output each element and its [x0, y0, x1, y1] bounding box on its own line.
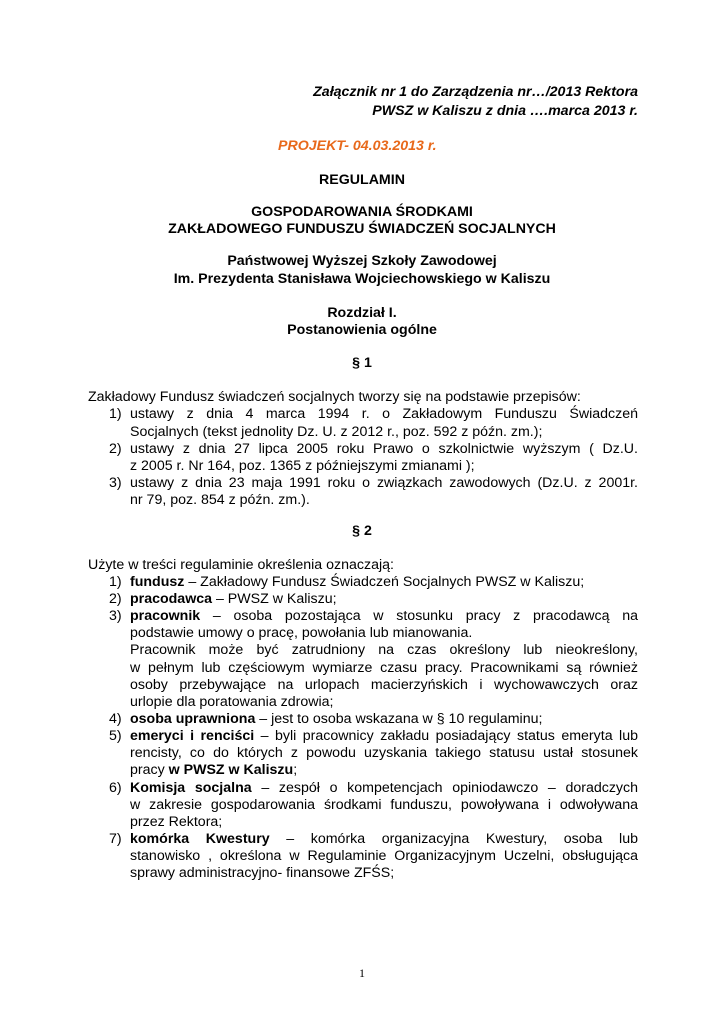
s2-item-3-text-1: – osoba pozostająca w stosunku pracy z pracodawcą na: [200, 608, 638, 624]
s2-item-4-text: – jest to osoba wskazana w § 10 regulaminu;: [255, 711, 543, 727]
term-komorka-kwestury: komórka Kwestury: [130, 831, 270, 847]
s2-item-6-line-3: przez Rektora;: [130, 814, 223, 830]
s2-item-7-line-3: sprawy administracyjno- finansowe ZFŚS;: [130, 865, 395, 881]
s2-item-6-line-1: [130, 780, 638, 796]
s2-item-5-number: 5): [109, 728, 122, 744]
s1-item-1-number: 1): [109, 406, 122, 422]
title-line-2: ZAKŁADOWEGO FUNDUSZU ŚWIADCZEŃ SOCJALNYCH: [168, 221, 556, 237]
term-komisja-socjalna: Komisja socjalna: [130, 780, 252, 796]
s1-item-2-line-1: ustawy z dnia 27 lipca 2005 roku Prawo o szkolnictwie wyższym ( Dz.U.: [130, 441, 638, 457]
attachment-line-1: Załącznik nr 1 do Zarządzenia nr…/2013 Rektora: [313, 84, 638, 100]
s2-item-1: [130, 574, 638, 590]
s2-item-7-line-1: [130, 831, 638, 847]
title-line-1: GOSPODAROWANIA ŚRODKAMI: [251, 204, 473, 220]
s2-item-2-text: – PWSZ w Kaliszu;: [212, 591, 337, 607]
s2-item-2-number: 2): [109, 591, 122, 607]
s2-item-5-text-3a: pracy: [130, 762, 169, 778]
page-number: 1: [359, 966, 365, 980]
chapter-number: Rozdział I.: [327, 305, 397, 321]
s2-item-5-bold-place: w PWSZ w Kaliszu: [168, 762, 294, 778]
s2-item-7-line-2: stanowisko , określona w Regulaminie Organizacyjnym Uczelni, obsługująca: [130, 848, 638, 864]
school-name-2: Im. Prezydenta Stanisława Wojciechowskiego w Kaliszu: [173, 271, 551, 287]
section-2-intro: Użyte w treści regulaminie określenia oznaczają:: [88, 557, 394, 573]
s2-item-4: [130, 711, 638, 727]
s1-item-2-number: 2): [109, 441, 122, 457]
project-date: PROJEKT- 04.03.2013 r.: [278, 138, 437, 154]
s1-item-3-line-2: nr 79, poz. 854 z późn. zm.).: [130, 492, 310, 508]
s2-item-1-text: – Zakładowy Fundusz Świadczeń Socjalnych PWSZ w Kaliszu;: [184, 574, 585, 590]
chapter-title: Postanowienia ogólne: [287, 322, 437, 338]
s2-item-5-line-1: [130, 728, 638, 744]
s2-item-3-line-5: osoby przebywające na urlopach macierzyńskich i wychowawczych oraz: [130, 677, 638, 693]
section-1-heading: § 1: [352, 355, 372, 371]
attachment-line-2: PWSZ w Kaliszu z dnia ….marca 2013 r.: [372, 103, 638, 119]
s2-item-3-line-1: [130, 608, 638, 624]
s2-item-7-text-1: – komórka organizacyjna Kwestury, osoba lub: [269, 831, 638, 847]
doc-title: REGULAMIN: [319, 172, 405, 188]
s2-item-4-number: 4): [109, 711, 122, 727]
s2-item-7-number: 7): [109, 831, 122, 847]
term-emeryci-i-rencisci: emeryci i renciści: [130, 728, 255, 744]
s2-item-3-line-3: Pracownik może być zatrudniony na czas określony lub nieokreślony,: [130, 642, 638, 658]
s2-item-3-line-4: w pełnym lub częściowym wymiarze czasu pracy. Pracownikami są również: [130, 660, 638, 676]
school-name-1: Państwowej Wyższej Szkoły Zawodowej: [227, 253, 497, 269]
section-2-heading: § 2: [352, 523, 372, 539]
s2-item-5-line-3: [130, 762, 638, 778]
s1-item-1-line-2: Socjalnych (tekst jednolity Dz. U. z 2012 r., poz. 592 z późn. zm.);: [130, 424, 543, 440]
s2-item-5-line-2: rencisty, co do których z powodu uzyskania takiego statusu ustał stosunek: [130, 745, 638, 761]
term-fundusz: fundusz: [130, 574, 185, 590]
term-pracownik: pracownik: [130, 608, 201, 624]
s2-item-2: [130, 591, 638, 607]
s1-item-3-line-1: ustawy z dnia 23 maja 1991 roku o związkach zawodowych (Dz.U. z 2001r.: [130, 475, 638, 491]
s2-item-3-number: 3): [109, 608, 122, 624]
term-pracodawca: pracodawca: [130, 591, 213, 607]
s2-item-5-text-1: – byli pracownicy zakładu posiadający status emeryta lub: [254, 728, 638, 744]
s1-item-2-line-2: z 2005 r. Nr 164, poz. 1365 z późniejszymi zmianami );: [130, 458, 475, 474]
s1-item-3-number: 3): [109, 475, 122, 491]
s2-item-5-text-3c: ;: [293, 762, 298, 778]
section-1-intro: Zakładowy Fundusz świadczeń socjalnych tworzy się na podstawie przepisów:: [88, 389, 581, 405]
term-osoba-uprawniona: osoba uprawniona: [130, 711, 256, 727]
s2-item-1-number: 1): [109, 574, 122, 590]
s1-item-1-line-1: ustawy z dnia 4 marca 1994 r. o Zakładowym Funduszu Świadczeń: [130, 406, 638, 422]
s2-item-6-text-1: – zespół o kompetencjach opiniodawczo – doradczych: [251, 780, 638, 796]
s2-item-6-number: 6): [109, 780, 122, 796]
s2-item-3-line-6: urlopie dla poratowania zdrowia;: [130, 694, 334, 710]
s2-item-3-line-2: podstawie umowy o pracę, powołania lub mianowania.: [130, 625, 473, 641]
s2-item-6-line-2: w zakresie gospodarowania środkami funduszu, powoływana i odwoływana: [130, 797, 638, 813]
